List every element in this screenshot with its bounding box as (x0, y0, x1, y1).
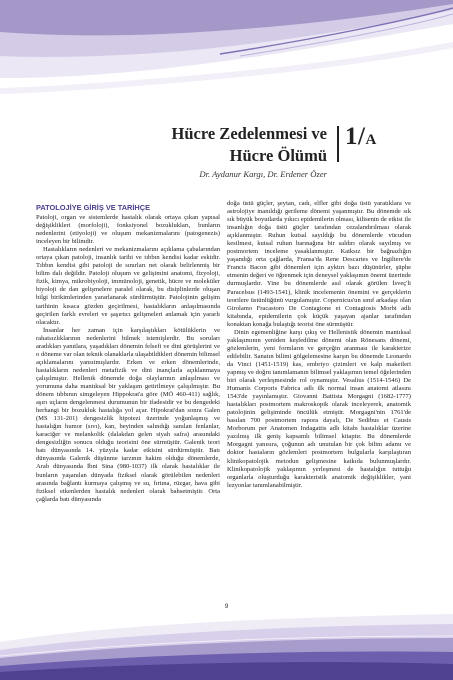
chapter-number (345, 123, 377, 151)
chapter-title-line-2: Hücre Ölümü (229, 146, 327, 165)
header-decoration (0, 0, 453, 120)
chapter-authors: Dr. Aydanur Kargı, Dr. Erdener Özer (199, 169, 327, 179)
chapter-divider (337, 126, 339, 162)
left-text-column (36, 214, 220, 504)
page-number: 9 (224, 603, 229, 610)
footer-decoration (0, 612, 453, 680)
section-title: PATOLOJİYE GİRİŞ VE TARİHÇE (36, 203, 151, 212)
paragraph: Dinin egemenliğine karşı çıkış ve Hellenistik dönemin mantıksal yaklaşımının yeniden keşfedilme dönemi olan Rönesans dönemi, gözlemlerin, yeni formların ve gerçeğin aranması ile karakterize edilebilir. Sanatın bilimi gölgelemesine karşın bu dönemde Leonardo da Vinci (1451-1519) kas, embriyo çizimleri ve kalp maketleri yapmış ve doğru tanımlamanın bilimsel yaklaşımın temel öğelerinden biri olarak yerleşmesinde rol oynamıştır. Vesalius (1514-1546) De Humanis Corporis Fabrica adlı ilk normal insan anatomi atlasını 1543'de yayınlamıştır. Giovanni Battista Morgagni (1682-1777) hastalıkları postmortem makroskopik olarak inceleyerek, anatomik patolojinin gelişiminde öncülük etmiştir. Morgagni'nin 1761'de basılan 700 postmortem rapora dayalı, De Sedibus et Causis Morborum per Anatomen Indagattis adlı kitabı hastalıklar üzerine yazılmış ilk geniş kapsamlı bilimsel kitaptır. Bu dönemlerde Morgagni yanısıra, çoğunun adı unutulan bir çok bilim adamı ve doktor hastaların gözlemleri postmortem bulgularla karşılaştıran klinikopatolojik metodun gelişmesine katkıda bulunmuşlardır. Klinikopatolojik yaklaşımın yerleşmesi de hastalığın tuttuğu organlarla oluşturduğu karakteristik anatomik değişiklikler, yani lezyonlar tanımlanabilmiştir. (227, 328, 411, 489)
chapter-number-suffix: A (365, 132, 377, 148)
chapter-title-line-1: Hücre Zedelenmesi ve (171, 124, 327, 143)
chapter-number-main: 1/ (345, 123, 366, 150)
paragraph: Patoloji, organ ve sistemlerde hastalık olarak ortaya çıkan yapısal değişiklikleri (morfoloji), fonksiyonel bozuklukları, bunların nedenlerini (etiyoloji) ve oluşum mekanizmalarını (patogenezis) inceleyen bir bilimdir. (36, 214, 220, 246)
chapter-title-block (120, 123, 327, 179)
paragraph: Hastalıkların nedenleri ve mekanizmalarını açıklama çabalarından ortaya çıkan patoloji, insanlık tarihi ve tıbbın kendisi kadar eskidir. Tıbbın kendisi gibi patoloji de sınırları net olarak belirlenmiş bir bilim dalı değildir. Patoloji oluşum ve gelişimini anatomi, fizyoloji, fizik, kimya, mikrobiyoloji, immünoloji, genetik, hücre ve moleküler biyoloji de dan gelişmelere paralel olarak, bu disiplinlerde oluşan bilgi birikimlerinden yararlanarak sürdürmüştür. Patolojinin gelişim tarihinin kısaca gözden geçirilmesi, hastalıkların anlaşılmasında geçirilen farklı evreleri ve şaşırtıcı gelişmeleri anlamak için yararlı olacaktır. (36, 246, 220, 326)
right-text-column (227, 200, 411, 490)
paragraph: İnsanlar her zaman için karşılaştıkları kötülüklerin ve rahatsızlıklarının nedenlerini bilmek istemişlerdir. Bu soruları aradıkları yanıtlara, yaşadıkları dönemin felsefi ve dini görüşlerini ve o döneme var olan teknik olanaklarla ulaşabildikleri dönemin bilimsel açıklamalarını yansıtmışlardır. Erken ve erken dönemlerinde, hastalıkların nedenleri metafizik ve dini inançlarla açıklanmaya çalışılmıştır. Hellenik dönemde doğa olaylarının anlaşılması ve yorumuna daha mantıksal bir yaklaşım getirilmeye çalışılmıştır. Bu dönem tıbbının simgeleyen Hippokrat'a göre (MÖ 460-411) sağlık, aşırı uçların dengelenmesi durumunun bir ifadesidir ve bu dengedeki herhangi bir bozukluk hastalığa yol açar. Hipokrat'dan sonra Galen (MS 131-201) dengesizlik hipotezi üzerinde yoğunlaşmış ve hastalığın humor (sıvı), kan, beyinden salındığı sanılan fenlanlar, karaciğer ve melankolik (dalakdan gelen siyah safra) arasındaki dengesizliğin sonucu olduğu teorisini öne sürmüştür. Galenik teori batı dünyasında 14. yüzyıla kadar etkisini sürdürmüştür. Batı dünyasında Galenik düşünme tarzının hakim olduğu dönemlerde, Arab dünyasında İbni Sina (980-1037) ilk olarak hastalıklar ile bunların yaşanılan dünyada fiziksel olarak görülebilen nedenleri arasında bağlantı kurmaya çalışmış ve su, fırtına, rüzgar, hava gibi fiziksel etkenlerden hastalık nedenleri olarak bahsetmiştir. Orta çağlarda batı dünyasında (36, 326, 220, 503)
paragraph: doğa üstü güçler, şeytan, cadı, elfler gibi doğa üstü yaratıklara ve astrolojiye inanıldığı gerileme dönemi yaşanmıştır. Bu dönemde sık sık büyük boyutlarda yıkıcı epidemilerin olması, kilisenin de etkisi ile insanlığın doğa üstü güçler tarafından cezalandırılması olarak açıklanmıştır. Ruhun kutsal sayıldığı bu dönemlerde vücudun kesilmesi, kutsal ruhun barınağına bir saldırı olarak sayılmış ve postmortem inceleme yasaklanmıştır. Katksız bir bağnazlığın yaşandığı orta çağlarda, Fransa'da Rene Descartes ve İngiltere'de Francis Bacon gibi dönemleri için ayktırı bazı düşünürler, şüphe etmenin değeri ve öğrenmek için deneysel yaklaşımın önemi üzerinde durmuşlardır. Yine bu dönemlerde asıl olarak görülen İsveç'li Paracelsus (1493-1541), klinik incelemenin önemini ve gerçeklerin teorilere üstünlüğünü vurgulamıştır. Copernicus'un sınıf arkadaşı olan Girolamo Fracastoro De Contagione et Contagiosis Morbi adlı kitabında, epidemilerin çok küçük yaşayan ajanlar tarafından konaktan konağa bulaştığı teorisi öne sürmüştür. (227, 200, 411, 328)
